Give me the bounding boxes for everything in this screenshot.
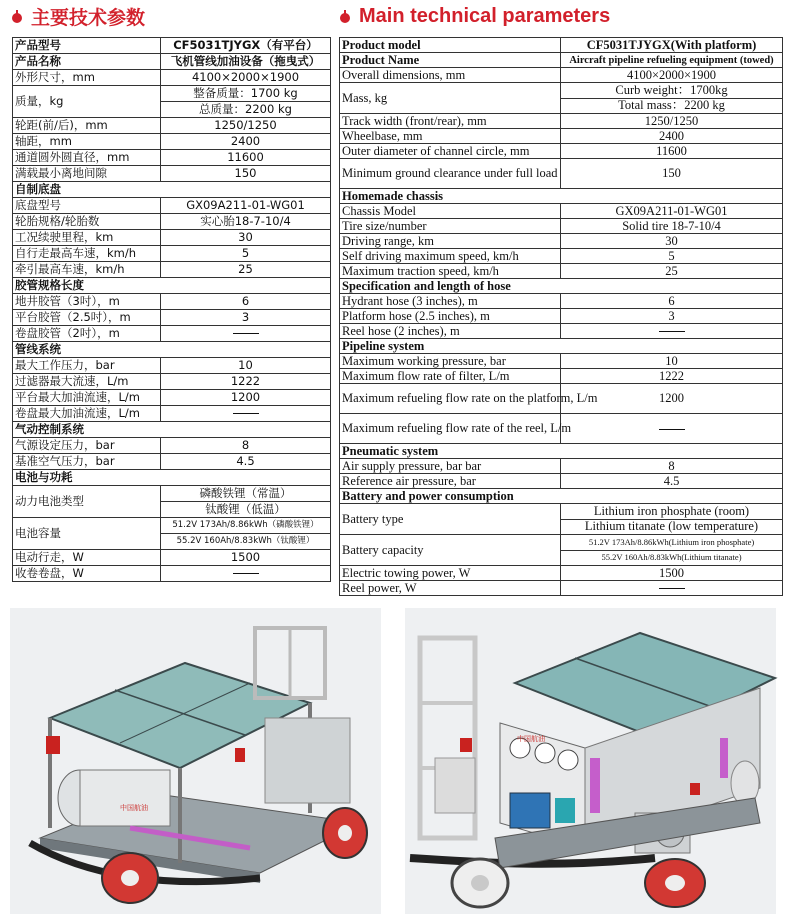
spec-value-secondary: 总质量：2200 kg (161, 102, 331, 118)
spec-label: 质量，kg (13, 86, 161, 118)
spec-value: 1222 (561, 369, 783, 384)
spec-label: 动力电池类型 (13, 486, 161, 518)
spec-value: 30 (561, 234, 783, 249)
equipment-render-side-view (10, 608, 381, 914)
section-header-label: Homemade chassis (340, 189, 783, 204)
spec-label: Platform hose (2.5 inches), m (340, 309, 561, 324)
spec-value-secondary: 55.2V 160Ah/8.83kWh(Lithium titanate) (561, 550, 783, 566)
spec-row (13, 358, 331, 374)
spec-value-empty (161, 326, 331, 342)
spec-row (13, 70, 331, 86)
spec-value-secondary: 55.2V 160Ah/8.83kWh（钛酸锂） (161, 534, 331, 550)
spec-row (340, 129, 783, 144)
spec-row (340, 264, 783, 279)
spec-label: 平台胶管（2.5吋），m (13, 310, 161, 326)
spec-row (340, 144, 783, 159)
spec-row (13, 566, 331, 582)
spec-row (13, 214, 331, 230)
spec-value: 实心胎18-7-10/4 (161, 214, 331, 230)
spec-row (340, 219, 783, 234)
spec-value: 2400 (161, 134, 331, 150)
section-header-label: Pipeline system (340, 339, 783, 354)
dash-placeholder (233, 333, 259, 334)
spec-value: 5 (161, 246, 331, 262)
spec-label: 牵引最高车速，km/h (13, 262, 161, 278)
spec-value: 3 (561, 309, 783, 324)
spec-row (13, 54, 331, 70)
spec-value: 2400 (561, 129, 783, 144)
section-header-label: Pneumatic system (340, 444, 783, 459)
section-header-row (13, 182, 331, 198)
spec-row (340, 53, 783, 68)
spec-label: 外形尺寸，mm (13, 70, 161, 86)
spec-value: 150 (161, 166, 331, 182)
spec-row (340, 83, 783, 99)
spec-value: 4100×2000×1900 (561, 68, 783, 83)
spec-row (13, 38, 331, 54)
spec-label: Outer diameter of channel circle, mm (340, 144, 561, 159)
chinese-spec-table (12, 37, 331, 582)
spec-row (13, 390, 331, 406)
spec-value: 6 (561, 294, 783, 309)
spec-row (13, 134, 331, 150)
spec-label: 轮距(前/后)，mm (13, 118, 161, 134)
spec-row (340, 324, 783, 339)
spec-row (13, 454, 331, 470)
section-header-row (340, 189, 783, 204)
spec-label: Maximum refueling flow rate of the reel, L/m (340, 414, 561, 444)
spec-label: 平台最大加油流速，L/m (13, 390, 161, 406)
spec-row (340, 294, 783, 309)
spec-value: 1500 (561, 566, 783, 581)
pin-bullet-icon (340, 10, 351, 23)
spec-label: Mass, kg (340, 83, 561, 114)
section-header-row (13, 278, 331, 294)
spec-label: Reference air pressure, bar (340, 474, 561, 489)
spec-label: Tire size/number (340, 219, 561, 234)
spec-value: 51.2V 173Ah/8.86kWh(Lithium iron phosphate) (561, 535, 783, 551)
spec-label: 电池容量 (13, 518, 161, 550)
spec-value: 10 (161, 358, 331, 374)
spec-label: Maximum working pressure, bar (340, 354, 561, 369)
spec-value: 飞机管线加油设备（拖曳式） (161, 54, 331, 70)
spec-value-empty (161, 406, 331, 422)
spec-row (340, 384, 783, 414)
spec-row (340, 38, 783, 53)
spec-row (340, 159, 783, 189)
spec-value: 整备质量：1700 kg (161, 86, 331, 102)
spec-label: 工况续驶里程，km (13, 230, 161, 246)
spec-row (13, 326, 331, 342)
spec-label: 底盘型号 (13, 198, 161, 214)
spec-value-empty (161, 566, 331, 582)
english-spec-table (339, 37, 783, 596)
spec-label: 通道圆外圆直径，mm (13, 150, 161, 166)
spec-row (340, 535, 783, 551)
spec-value: 51.2V 173Ah/8.86kWh（磷酸铁锂） (161, 518, 331, 534)
spec-row (340, 566, 783, 581)
spec-value: 8 (561, 459, 783, 474)
spec-label: 过滤器最大流速，L/m (13, 374, 161, 390)
equipment-render-front-view (405, 608, 776, 914)
spec-value-empty (561, 414, 783, 444)
spec-label: Self driving maximum speed, km/h (340, 249, 561, 264)
spec-value: 11600 (161, 150, 331, 166)
spec-label: 满载最小离地间隙 (13, 166, 161, 182)
spec-value: 1500 (161, 550, 331, 566)
spec-label: 基准空气压力，bar (13, 454, 161, 470)
spec-value: 1200 (161, 390, 331, 406)
spec-value: 4100×2000×1900 (161, 70, 331, 86)
section-header-row (13, 342, 331, 358)
section-header-label: 气动控制系统 (13, 422, 331, 438)
spec-label: 卷盘最大加油流速，L/m (13, 406, 161, 422)
spec-label: Hydrant hose (3 inches), m (340, 294, 561, 309)
spec-label: 轮胎规格/轮胎数 (13, 214, 161, 230)
spec-label: 卷盘胶管（2吋），m (13, 326, 161, 342)
chinese-section-title (12, 2, 145, 30)
spec-row (13, 150, 331, 166)
dash-placeholder (659, 331, 685, 332)
spec-value-empty (561, 324, 783, 339)
spec-label: 产品名称 (13, 54, 161, 70)
section-header-row (13, 470, 331, 486)
spec-label: 最大工作压力，bar (13, 358, 161, 374)
spec-row (13, 438, 331, 454)
section-header-label: 自制底盘 (13, 182, 331, 198)
dash-placeholder (659, 429, 685, 430)
spec-row (13, 198, 331, 214)
pin-bullet-icon (12, 10, 23, 23)
spec-row (340, 504, 783, 520)
spec-row (13, 262, 331, 278)
spec-label: Air supply pressure, bar bar (340, 459, 561, 474)
spec-value: 11600 (561, 144, 783, 159)
spec-value: 1222 (161, 374, 331, 390)
section-header-row (340, 489, 783, 504)
spec-value: 磷酸铁锂（常温） (161, 486, 331, 502)
spec-label: 产品型号 (13, 38, 161, 54)
spec-row (13, 406, 331, 422)
spec-value: 1250/1250 (561, 114, 783, 129)
section-header-label: 管线系统 (13, 342, 331, 358)
spec-label: Driving range, km (340, 234, 561, 249)
spec-label: Battery capacity (340, 535, 561, 566)
spec-value: 10 (561, 354, 783, 369)
spec-row (340, 581, 783, 596)
spec-row (340, 68, 783, 83)
english-section-title (340, 2, 610, 30)
spec-row (340, 309, 783, 324)
spec-row (340, 459, 783, 474)
spec-value: 150 (561, 159, 783, 189)
spec-row (340, 414, 783, 444)
spec-row (340, 249, 783, 264)
spec-row (13, 86, 331, 102)
spec-row (340, 369, 783, 384)
spec-label: Product model (340, 38, 561, 53)
spec-label: 收卷卷盘，W (13, 566, 161, 582)
spec-row (340, 204, 783, 219)
chinese-title-text: 主要技术参数 (31, 6, 146, 29)
spec-value: CF5031TJYGX（有平台） (161, 38, 331, 54)
section-header-row (340, 444, 783, 459)
spec-value: 25 (161, 262, 331, 278)
spec-value: Solid tire 18-7-10/4 (561, 219, 783, 234)
dash-placeholder (233, 573, 259, 574)
spec-label: Wheelbase, mm (340, 129, 561, 144)
spec-label: Track width (front/rear), mm (340, 114, 561, 129)
spec-row (13, 118, 331, 134)
spec-label: Maximum flow rate of filter, L/m (340, 369, 561, 384)
spec-row (13, 374, 331, 390)
spec-label: Minimum ground clearance under full load (340, 159, 561, 189)
spec-value-secondary: Total mass：2200 kg (561, 98, 783, 114)
section-header-row (340, 339, 783, 354)
spec-label: Maximum refueling flow rate on the platform, L/m (340, 384, 561, 414)
spec-value-empty (561, 581, 783, 596)
section-header-label: Battery and power consumption (340, 489, 783, 504)
section-header-label: Specification and length of hose (340, 279, 783, 294)
spec-label: 自行走最高车速，km/h (13, 246, 161, 262)
spec-label: 电动行走，W (13, 550, 161, 566)
spec-value: GX09A211-01-WG01 (561, 204, 783, 219)
spec-value: 1200 (561, 384, 783, 414)
dash-placeholder (233, 413, 259, 414)
section-header-row (340, 279, 783, 294)
right-render-logo: 中国航油 (517, 735, 545, 743)
spec-value: 4.5 (561, 474, 783, 489)
spec-label: Maximum traction speed, km/h (340, 264, 561, 279)
spec-value: 6 (161, 294, 331, 310)
english-title-text: Main technical parameters (359, 4, 611, 27)
spec-label: Product Name (340, 53, 561, 68)
spec-value: Curb weight：1700kg (561, 83, 783, 99)
spec-value: 3 (161, 310, 331, 326)
spec-value: CF5031TJYGX(With platform) (561, 38, 783, 53)
spec-value: 8 (161, 438, 331, 454)
spec-label: 地井胶管（3吋），m (13, 294, 161, 310)
spec-row (13, 294, 331, 310)
spec-label: Electric towing power, W (340, 566, 561, 581)
spec-label: Chassis Model (340, 204, 561, 219)
spec-row (13, 550, 331, 566)
spec-value-secondary: 钛酸锂（低温） (161, 502, 331, 518)
spec-value: 1250/1250 (161, 118, 331, 134)
spec-row (340, 354, 783, 369)
spec-value: 5 (561, 249, 783, 264)
spec-row (13, 166, 331, 182)
spec-row (13, 230, 331, 246)
left-render-logo: 中国航油 (120, 804, 148, 812)
spec-value: GX09A211-01-WG01 (161, 198, 331, 214)
spec-value: Lithium iron phosphate (room) (561, 504, 783, 520)
spec-row (340, 474, 783, 489)
spec-value-secondary: Lithium titanate (low temperature) (561, 519, 783, 535)
dash-placeholder (659, 588, 685, 589)
spec-row (13, 518, 331, 534)
spec-row (340, 114, 783, 129)
section-header-label: 电池与功耗 (13, 470, 331, 486)
spec-row (13, 310, 331, 326)
spec-row (13, 486, 331, 502)
spec-label: Reel hose (2 inches), m (340, 324, 561, 339)
spec-row (13, 246, 331, 262)
spec-row (340, 234, 783, 249)
section-header-label: 胶管规格长度 (13, 278, 331, 294)
spec-label: Battery type (340, 504, 561, 535)
spec-value: 30 (161, 230, 331, 246)
spec-value: Aircraft pipeline refueling equipment (towed) (561, 53, 783, 68)
spec-label: 轴距，mm (13, 134, 161, 150)
spec-label: 气源设定压力，bar (13, 438, 161, 454)
section-header-row (13, 422, 331, 438)
spec-value: 4.5 (161, 454, 331, 470)
spec-label: Overall dimensions, mm (340, 68, 561, 83)
spec-value: 25 (561, 264, 783, 279)
spec-label: Reel power, W (340, 581, 561, 596)
